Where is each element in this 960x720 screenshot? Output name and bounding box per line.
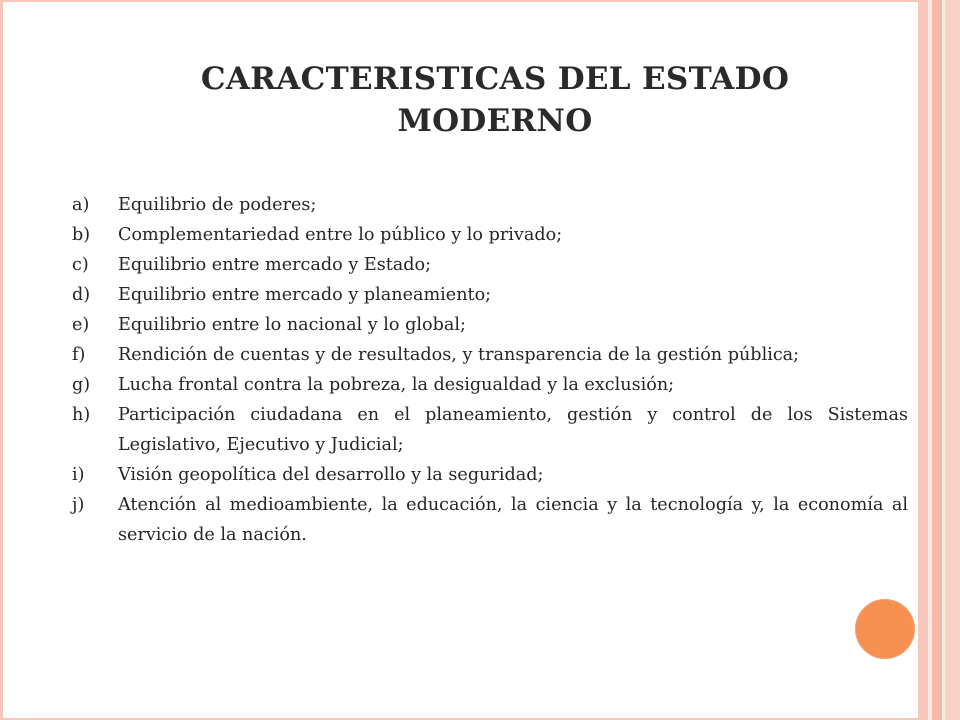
list-item: [72, 490, 908, 550]
list-item-text: Equilibrio entre mercado y planeamiento;: [118, 285, 492, 305]
list-item-text: Visión geopolítica del desarrollo y la seguridad;: [118, 465, 544, 485]
list-item-text: Lucha frontal contra la pobreza, la desigualdad y la exclusión;: [118, 375, 675, 395]
list-item-marker: e): [72, 315, 90, 335]
list-item-marker: b): [72, 225, 91, 245]
list-item-text: Atención al medioambiente, la educación, la ciencia y la tecnología y, la economía al servicio de la nación.: [118, 495, 908, 545]
list-item: [72, 250, 908, 280]
decorative-stripe: [932, 0, 942, 720]
list-item: [72, 460, 908, 490]
list-item-marker: i): [72, 465, 85, 485]
decorative-stripe: [918, 0, 928, 720]
list-item-marker: c): [72, 255, 89, 275]
list-item-marker: f): [72, 345, 86, 365]
list-item-text: Equilibrio de poderes;: [118, 195, 317, 215]
slide-title: [100, 58, 890, 142]
list-item: [72, 400, 908, 460]
list-item-marker: h): [72, 405, 91, 425]
characteristics-list: [72, 190, 908, 550]
list-item-marker: d): [72, 285, 91, 305]
slide-title-line1: CARACTERISTICAS DEL ESTADO: [200, 61, 790, 97]
slide-title-line2: MODERNO: [397, 103, 593, 139]
decorative-stripe: [945, 0, 960, 720]
list-item: [72, 190, 908, 220]
list-item-text: Complementariedad entre lo público y lo privado;: [118, 225, 563, 245]
list-item-marker: j): [72, 495, 85, 515]
decorative-circle: [855, 599, 915, 659]
list-item-text: Participación ciudadana en el planeamiento, gestión y control de los Sistemas Legislativo, Ejecutivo y Judicial;: [118, 405, 908, 455]
list-item: [72, 340, 908, 370]
list-item-text: Equilibrio entre mercado y Estado;: [118, 255, 432, 275]
list-item-marker: g): [72, 375, 91, 395]
list-item-marker: a): [72, 195, 90, 215]
list-item-text: Rendición de cuentas y de resultados, y transparencia de la gestión pública;: [118, 345, 800, 365]
list-item: [72, 220, 908, 250]
list-item: [72, 280, 908, 310]
list-item-text: Equilibrio entre lo nacional y lo global;: [118, 315, 466, 335]
list-item: [72, 310, 908, 340]
list-item: [72, 370, 908, 400]
